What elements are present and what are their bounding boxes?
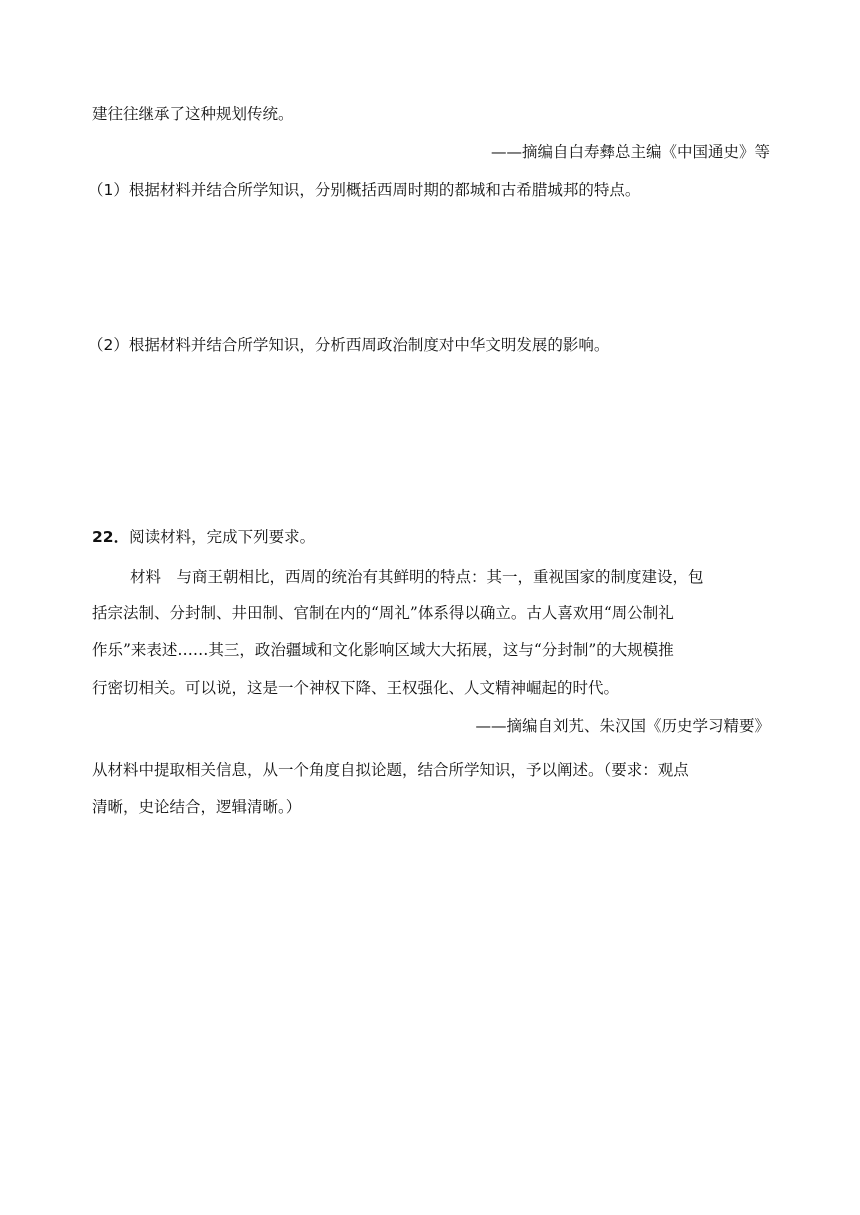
- q22-source: ——摘编自刘艽、朱汉国《历史学习精要》: [475, 717, 770, 735]
- q21-subquestion-2: （2）根据材料并结合所学知识，分析西周政治制度对中华文明发展的影响。: [88, 336, 610, 354]
- q22-material-line: 行密切相关。可以说，这是一个神权下降、王权强化、人文精神崛起的时代。: [92, 679, 620, 697]
- q22-material-line: 材料 与商王朝相比，西周的统治有其鲜明的特点：其一，重视国家的制度建设，包: [130, 568, 704, 586]
- q21-source: ——摘编自白寿彝总主编《中国通史》等: [490, 143, 770, 161]
- q22-material-line: 作乐”来表述……其三，政治疆域和文化影响区域大大拓展，这与“分封制”的大规模推: [92, 641, 674, 659]
- q22-task-line: 清晰，史论结合，逻辑清晰。）: [92, 798, 302, 816]
- q21-subquestion-1: （1）根据材料并结合所学知识，分别概括西周时期的都城和古希腊城邦的特点。: [88, 181, 641, 199]
- q22-heading: 阅读材料，完成下列要求。: [129, 528, 316, 546]
- q22-number: 22．: [92, 528, 130, 546]
- q22-material-line: 括宗法制、分封制、井田制、官制在内的“周礼”体系得以确立。古人喜欢用“周公制礼: [92, 604, 674, 622]
- q22-task-line: 从材料中提取相关信息，从一个角度自拟论题，结合所学知识，予以阐述。（要求：观点: [92, 761, 689, 779]
- q21-material-tail: 建往往继承了这种规划传统。: [92, 105, 294, 123]
- q22-heading-row: [92, 527, 315, 547]
